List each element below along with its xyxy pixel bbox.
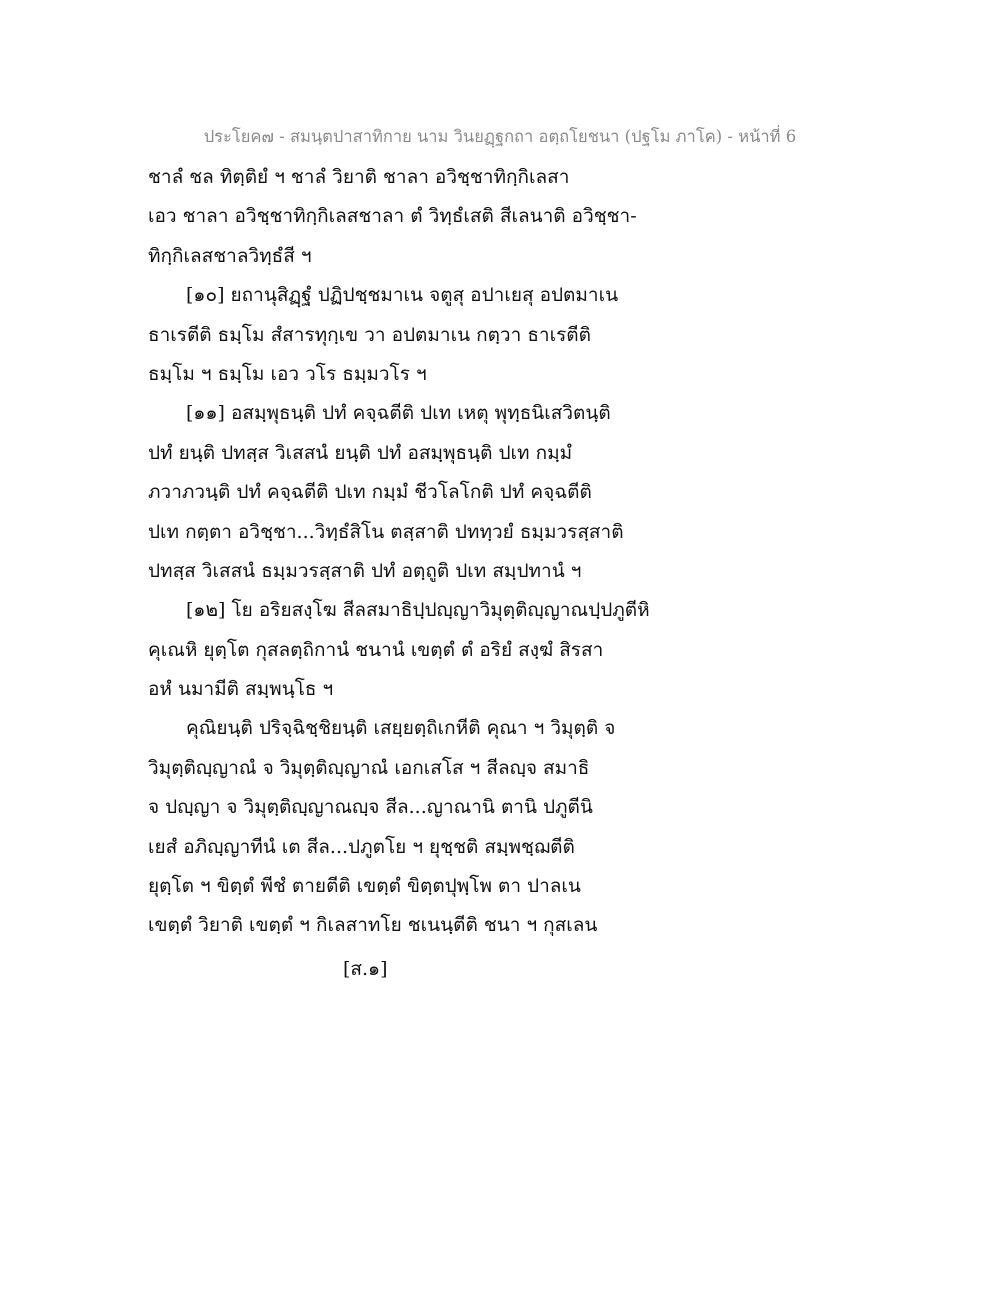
text-line: คุเณหิ ยุตฺโต กุสลตฺถิกานํ ชนานํ เขตฺตํ ตํ อริยํ สงฺฆํ สิรสา <box>148 638 604 661</box>
text-line: จ ปญฺญา จ วิมุตฺติญฺญาณญฺจ สีล...ญาณานิ ตานิ ปภูตีนิ <box>148 796 593 819</box>
paragraph-11-start: [๑๑] อสมฺพุธนฺติ ปทํ คจฺฉตีติ ปเท เหตุ พุทฺธนิเสวิตนฺติ <box>186 402 611 425</box>
text-line: เยสํ อภิญฺญาทีนํ เต สีล...ปภูตโย ฯ ยุชฺชติ สมฺพชฺฌตีติ <box>148 835 575 858</box>
paragraph-10-start: [๑๐] ยถานุสิฏฺฐํ ปฏิปชฺชมาเน จตูสุ อปาเยสุ อปตมาเน <box>186 284 619 307</box>
text-line: ยุตฺโต ฯ ขิตฺตํ พีชํ ตายตีติ เขตฺตํ ขิตฺตปุพฺโพ ตา ปาลเน <box>148 875 581 898</box>
text-line: เขตฺตํ วิยาติ เขตฺตํ ฯ กิเลสาทโย ชเนนฺตีติ ชนา ฯ กุสเลน <box>148 914 598 937</box>
text-line: ทิกฺกิเลสชาลวิทฺธํสี ฯ <box>148 244 312 267</box>
text-line: ธมฺโม ฯ ธมฺโม เอว วโร ธมฺมวโร ฯ <box>148 362 427 385</box>
text-line: ธาเรตีติ ธมฺโม สํสารทุกฺเข วา อปตมาเน กตฺวา ธาเรตีติ <box>148 323 591 346</box>
text-line: ชาลํ ชล ทิตฺติยํ ฯ ชาลํ วิยาติ ชาลา อวิชฺชาทิกฺกิเลสา <box>148 166 570 188</box>
running-header: ประโยค๗ - สมนฺตปาสาทิกาย นาม วินยฏฺฐกถา อตฺถโยชนา (ปฐโม ภาโค) - หน้าที่ 6 <box>203 127 797 146</box>
paragraph-12-start: [๑๒] โย อริยสงฺโฆ สีลสมาธิปฺปญฺญาวิมุตฺติญฺญาณปฺปภูตีหิ <box>186 599 650 622</box>
document-body <box>148 158 868 946</box>
text-line: เอว ชาลา อวิชฺชาทิกฺกิเลสชาลา ตํ วิทฺธํเสติ สีเลนาติ อวิชฺชา- <box>148 205 637 228</box>
text-line: ปเท กตฺตา อวิชฺชา...วิทฺธํสิโน ตสฺสาติ ปททฺวยํ ธมฺมวรสฺสาติ <box>148 520 624 543</box>
text-line: ปทํ ยนฺติ ปทสฺส วิเสสนํ ยนฺติ ปทํ อสมฺพุธนฺติ ปเท กมฺมํ <box>148 441 573 464</box>
paragraph-commentary-start: คุณิยนฺติ ปริจฺฉิชฺชิยนฺติ เสยฺยตฺถิเกหีติ คุณา ฯ วิมุตฺติ จ <box>186 717 616 740</box>
text-line: ปทสฺส วิเสสนํ ธมฺมวรสฺสาติ ปทํ อตฺถูติ ปเท สมฺปทานํ ฯ <box>148 559 582 582</box>
text-line: วิมุตฺติญฺญาณํ จ วิมุตฺติญฺญาณํ เอกเสโส ฯ สีลญฺจ สมาธิ <box>148 756 590 779</box>
text-line: อหํ นมามีติ สมฺพนฺโธ ฯ <box>148 678 334 701</box>
page-reference-marker: [ส.๑] <box>343 958 388 980</box>
text-line: ภวาภวนฺติ ปทํ คจฺฉตีติ ปเท กมฺมํ ชีวโลโกติ ปทํ คจฺฉตีติ <box>148 481 592 504</box>
